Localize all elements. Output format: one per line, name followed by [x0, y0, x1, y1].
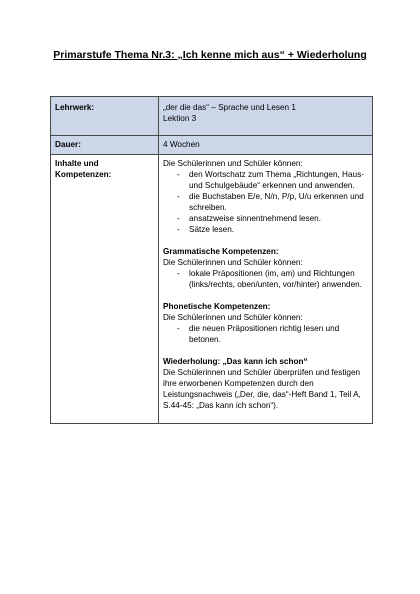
list-item: - lokale Präpositionen (im, am) und Richtungen (links/rechts, oben/unten, vor/hinter) anwenden.: [177, 268, 368, 290]
inhalte-intro: Die Schülerinnen und Schüler können:: [163, 159, 303, 168]
inhalte-label: Inhalte und Kompetenzen:: [51, 155, 159, 424]
inhalte-value: [159, 155, 373, 424]
grammatik-intro: Die Schülerinnen und Schüler können:: [163, 258, 303, 267]
phonetik-heading: Phonetische Kompetenzen:: [163, 302, 271, 311]
row-inhalte: [51, 155, 373, 424]
plan-table: [50, 96, 373, 424]
dauer-label: Dauer:: [51, 136, 159, 155]
row-dauer: [51, 136, 373, 155]
list-item: - die Buchstaben E/e, N/n, P/p, U/u erkennen und schreiben.: [177, 191, 368, 213]
inhalte-list: [163, 169, 368, 235]
dauer-value: 4 Wochen: [159, 136, 373, 155]
list-item: - ansatzweise sinnentnehmend lesen.: [177, 213, 368, 224]
phonetik-intro: Die Schülerinnen und Schüler können:: [163, 313, 303, 322]
lehrwerk-book: „der die das“ – Sprache und Lesen 1: [163, 103, 296, 112]
document-title: Primarstufe Thema Nr.3: „Ich kenne mich aus“ + Wiederholung: [53, 49, 367, 61]
lehrwerk-value: [159, 97, 373, 136]
wiederholung-heading: Wiederholung: „Das kann ich schon“: [163, 357, 308, 366]
lehrwerk-label: Lehrwerk:: [51, 97, 159, 136]
list-item: - die neuen Präpositionen richtig lesen und betonen.: [177, 323, 368, 345]
list-item: - Sätze lesen.: [177, 224, 368, 235]
wiederholung-text: Die Schülerinnen und Schüler überprüfen und festigen ihre erworbenen Kompetenzen durch den Leistungsnachweis („Der, die, das“-Heft Band 1, Teil A, S.44-45: „Das kann ich schon“).: [163, 368, 361, 410]
list-item: - den Wortschatz zum Thema „Richtungen, Haus- und Schulgebäude“ erkennen und anwenden.: [177, 169, 368, 191]
grammatik-heading: Grammatische Kompetenzen:: [163, 247, 279, 256]
phonetik-list: [163, 323, 368, 345]
lehrwerk-lesson: Lektion 3: [163, 114, 197, 123]
grammatik-list: [163, 268, 368, 290]
row-lehrwerk: [51, 97, 373, 136]
